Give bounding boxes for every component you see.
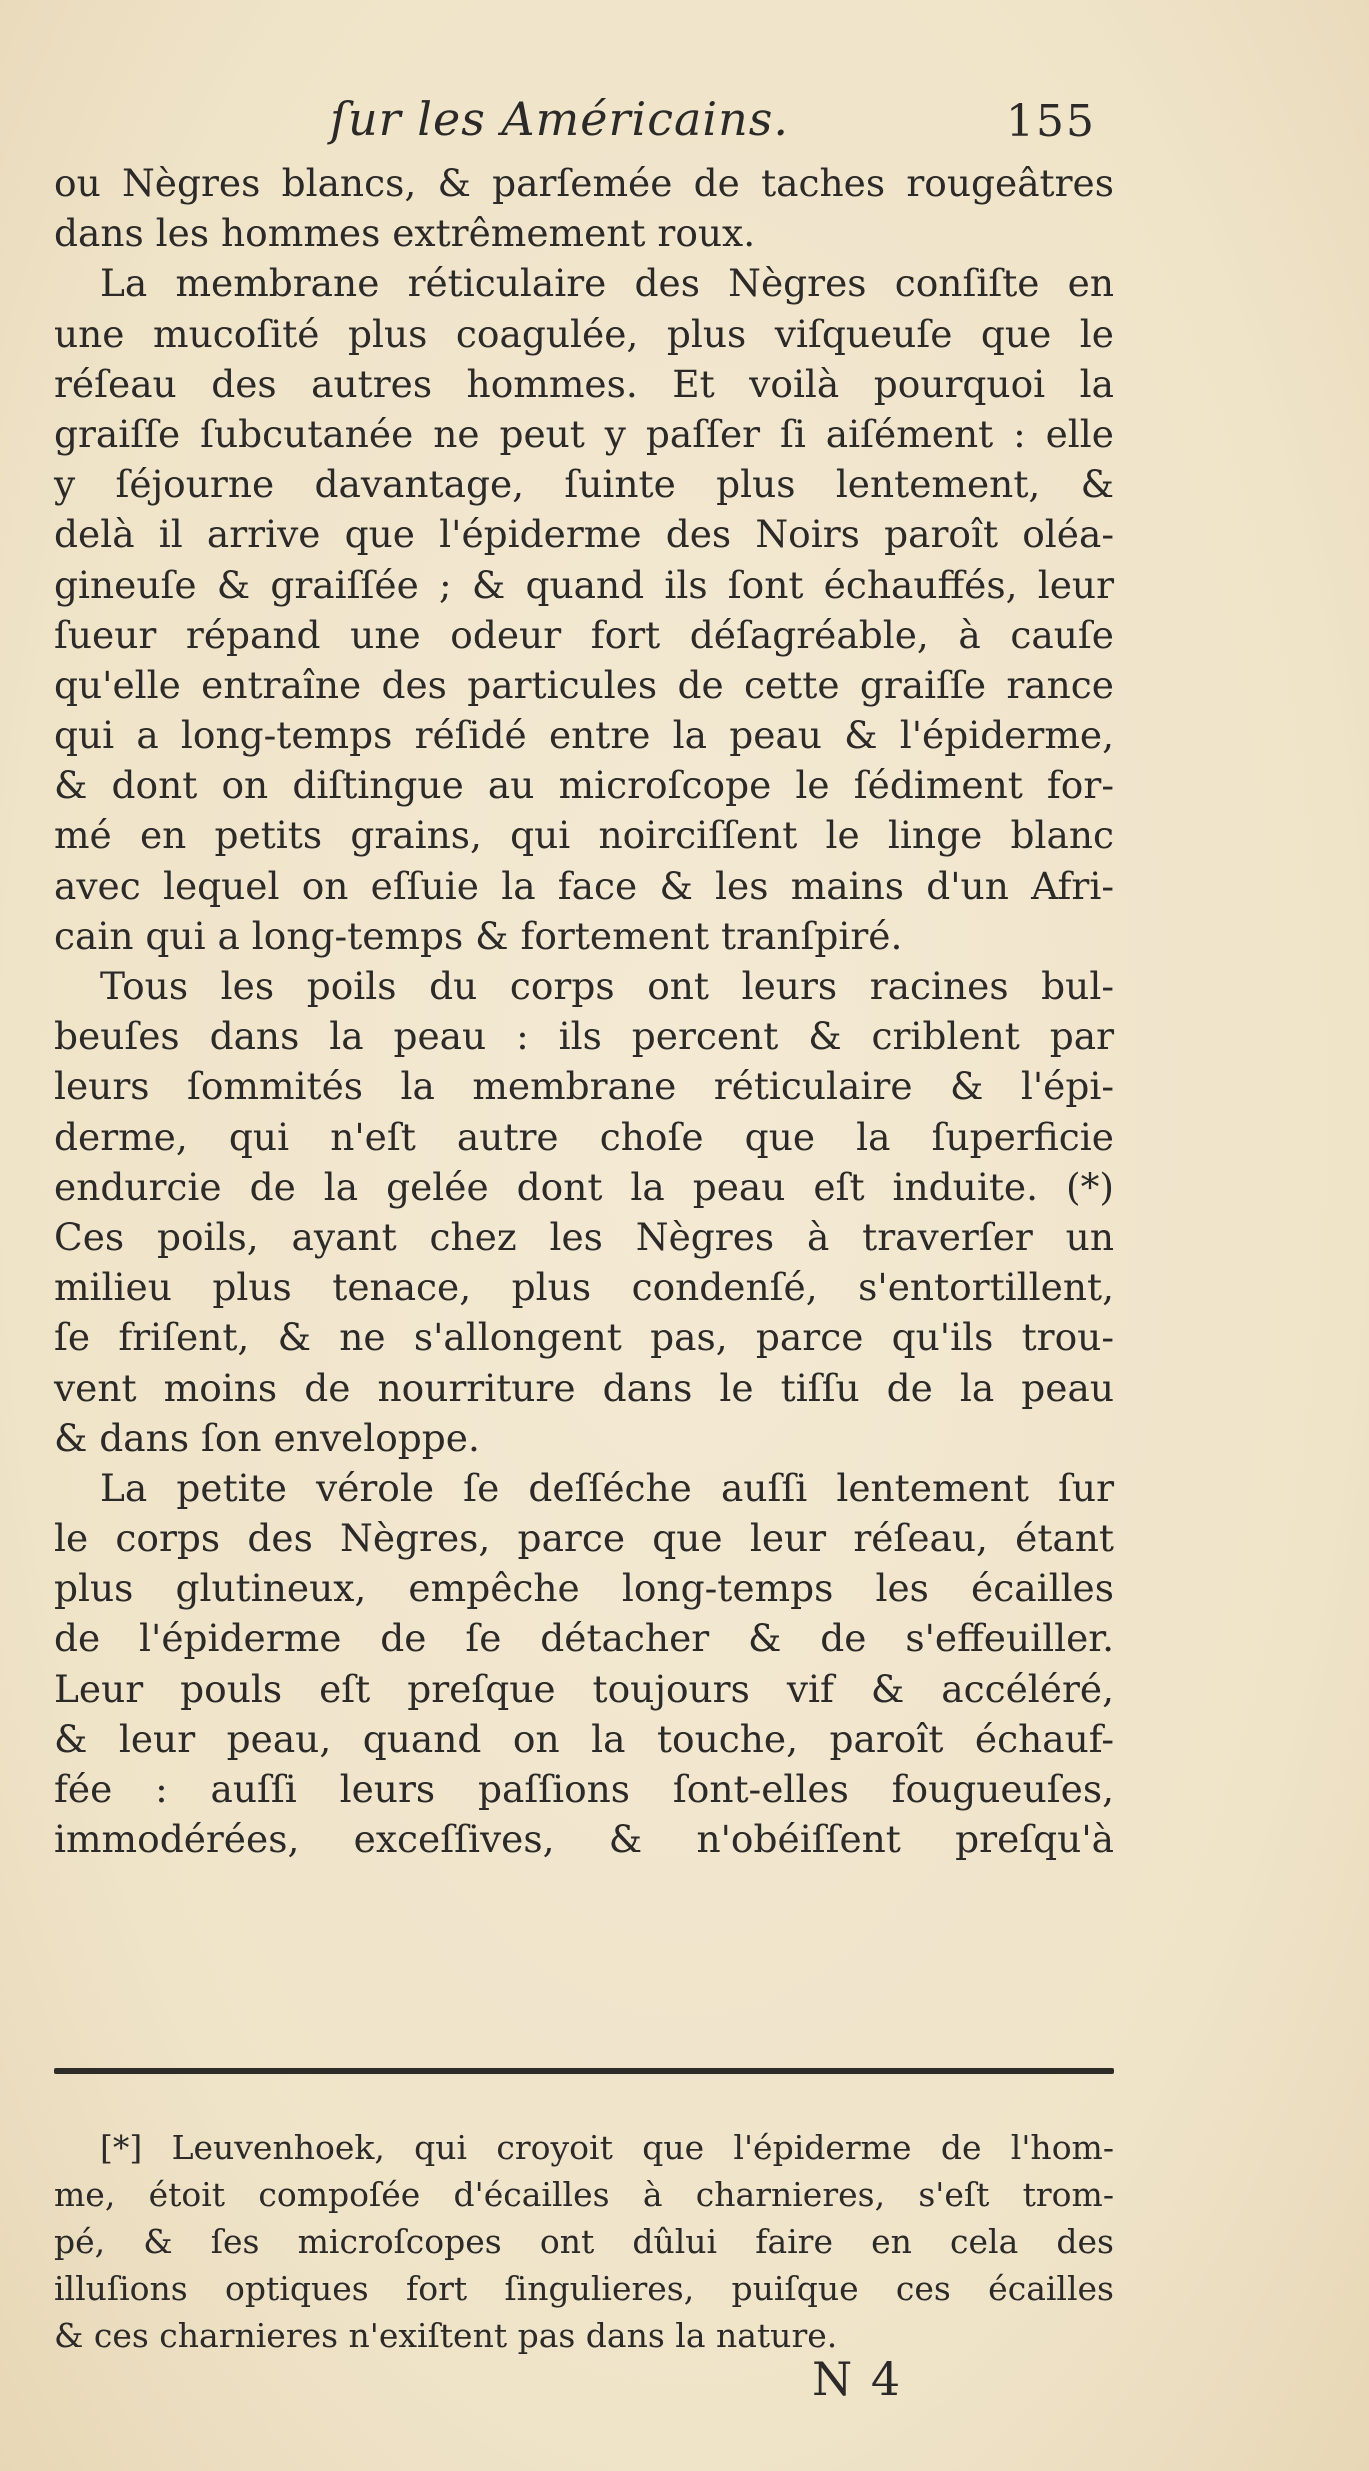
text-line: y ſéjourne davantage, ſuinte plus lentement, & <box>54 462 1114 507</box>
text-line: beuſes dans la peau : ils percent & criblent par <box>54 1014 1114 1059</box>
body-text <box>54 158 1114 1864</box>
text-line: derme, qui n'eſt autre choſe que la ſuperficie <box>54 1114 1114 1159</box>
footnote-line: [*] Leuvenhoek, qui croyoit que l'épiderme de l'hom- <box>100 2128 1114 2167</box>
footnote-rule <box>54 2068 1114 2074</box>
page-header <box>0 92 1369 152</box>
running-head: ſur les Américains. <box>330 92 789 146</box>
text-line: La membrane réticulaire des Nègres conſiſte en <box>100 261 1114 306</box>
text-line: ſe friſent, & ne s'allongent pas, parce qu'ils trou- <box>54 1315 1114 1360</box>
text-line: Leur pouls eſt preſque toujours vif & accéléré, <box>54 1666 1114 1711</box>
text-line: endurcie de la gelée dont la peau eſt induite. (*) <box>54 1164 1114 1209</box>
text-line: Tous les poils du corps ont leurs racines bul- <box>100 964 1114 1008</box>
text-line: fée : auſſi leurs paſſions ſont-elles fougueuſes, <box>54 1767 1114 1811</box>
text-line: réſeau des autres hommes. Et voilà pourquoi la <box>54 361 1114 406</box>
text-line: delà il arrive que l'épiderme des Noirs paroît oléa- <box>54 512 1114 557</box>
signature-mark: N 4 <box>812 2352 903 2406</box>
text-line: qui a long-temps réſidé entre la peau & l'épiderme, <box>54 713 1114 758</box>
footnote-line: pé, & ſes microſcopes ont dûlui faire en cela des <box>54 2222 1114 2261</box>
text-line: & leur peau, quand on la touche, paroît échauf- <box>54 1716 1114 1761</box>
text-line: le corps des Nègres, parce que leur réſeau, étant <box>54 1516 1114 1561</box>
text-line: La petite vérole ſe deſſéche auſſi lentement ſur <box>100 1465 1114 1510</box>
text-line: une mucoſité plus coagulée, plus viſqueuſe que le <box>54 311 1114 356</box>
footnote <box>54 2124 1114 2359</box>
text-line: cain qui a long-temps & fortement tranſpiré. <box>54 913 903 958</box>
text-line: graiſſe ſubcutanée ne peut y paſſer ſi aiſément : elle <box>54 411 1114 456</box>
text-line: & dans ſon enveloppe. <box>54 1415 480 1460</box>
text-line: gineuſe & graiſſée ; & quand ils ſont échauffés, leur <box>54 562 1114 607</box>
text-line: mé en petits grains, qui noirciſſent le linge blanc <box>54 813 1114 858</box>
text-line: avec lequel on eſſuie la face & les mains d'un Afri- <box>54 863 1114 908</box>
text-line: immodérées, exceſſives, & n'obéiſſent preſqu'à <box>54 1817 1114 1862</box>
text-line: ſueur répand une odeur fort déſagréable, à cauſe <box>54 612 1114 657</box>
text-line: dans les hommes extrêmement roux. <box>54 211 756 256</box>
text-line: ou Nègres blancs, & parſemée de taches rougeâtres <box>54 161 1114 205</box>
text-line: milieu plus tenace, plus condenſé, s'entortillent, <box>54 1265 1114 1310</box>
footnote-line: me, étoit compoſée d'écailles à charnieres, s'eſt trom- <box>54 2175 1114 2214</box>
text-line: & dont on diſtingue au microſcope le ſédiment for- <box>54 763 1114 808</box>
text-line: Ces poils, ayant chez les Nègres à traverſer un <box>54 1214 1114 1259</box>
text-line: plus glutineux, empêche long-temps les écailles <box>54 1566 1114 1611</box>
footnote-line: illuſions optiques fort ſingulieres, puiſque ces écailles <box>54 2269 1114 2308</box>
text-line: vent moins de nourriture dans le tiſſu de la peau <box>54 1365 1114 1410</box>
text-line: de l'épiderme de ſe détacher & de s'effeuiller. <box>54 1616 1114 1661</box>
text-line: leurs ſommités la membrane réticulaire & l'épi- <box>54 1064 1114 1109</box>
page-number: 155 <box>1006 96 1096 147</box>
text-line: qu'elle entraîne des particules de cette graiſſe rance <box>54 662 1114 707</box>
footnote-line: & ces charnieres n'exiſtent pas dans la nature. <box>54 2316 838 2355</box>
